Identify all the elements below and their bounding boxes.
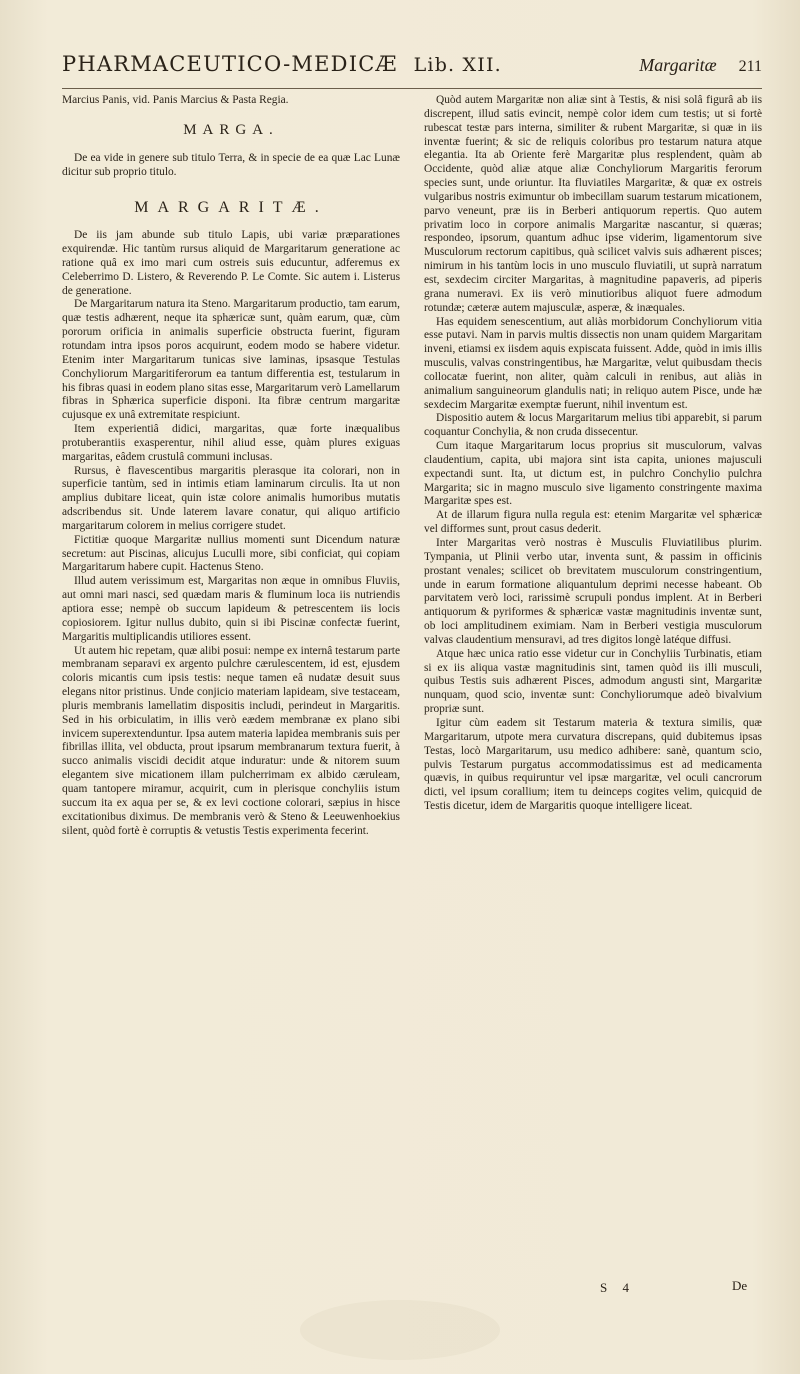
paragraph: Igitur cùm eadem sit Testarum materia & textura similis, quæ Margaritarum, utpote mera curvatura discrepans, quid dubitemus ipsas Testas, locò Margaritarum, usu medico adhibere: sanè, quantum scio, pulvis Testarum purgatus accommodatissimus est ad medicamenta quævis, in quibus requiruntur vel ipsæ margaritæ, vel oculi cancrorum dicti, vel ipsum corallium; item tu deinceps cogites velim, quicquid de Testis dicetur, idem de Margaritis quoque intelligere liceat. [424, 716, 762, 813]
topic-label: Margaritæ [639, 55, 717, 75]
paragraph: De Margaritarum natura ita Steno. Margaritarum productio, tam earum, quæ testis adhærent, neque ita sphæricæ sunt, quàm earum, quæ, cùm pororum orificia in animalis superficie obstructa fuerint, figuram rotundam intra ipsos poros acquirunt, eodem modo se habere videtur. Etenim inter Margaritarum tunicas sive laminas, ipsasque Testulas Conchyliorum Margaritiferorum ea tantum differentia est, testularum in his fibras quasi in eodem plano sitas esse, Margaritarum verò Lamellarum fibras in Sphærica superficie disponi. Ita fibræ centrum margaritæ cujusque ex unâ extremitate respiciunt. [62, 298, 400, 422]
paragraph: Fictitiæ quoque Margaritæ nullius momenti sunt Dicendum naturæ secretum: aut Piscinas, alicujus Luculli more, sibi conficiat, qui copiam Margaritarum habere cupit. Hactenus Steno. [62, 533, 400, 574]
paper-stain [300, 1300, 500, 1360]
entry-marga: De ea vide in genere sub titulo Terra, & in specie de ea quæ Lac Lunæ dicitur sub proprio titulo. [62, 151, 400, 178]
liber-label: Lib. XII. [413, 54, 502, 76]
page-number: 211 [738, 58, 762, 75]
paragraph: Cum itaque Margaritarum locus proprius sit musculorum, valvas claudentium, capita, ubi majora sint ista capita, uniones majusculi expectandi sunt. Ita, ut dictum est, in pulchro Conchylio pulchra Margarita; sic in magno musculo sive ligamento constringente maxima Margaritæ spes est. [424, 440, 762, 508]
paragraph: Has equidem senescentium, aut aliàs morbidorum Conchyliorum vitia esse putavi. Nam in parvis multis dissectis non unam quidem Margaritam inveni, etiamsi ex iisdem aquis expiscata fuissent. Adde, quòd in imis illis musculis, valvas constringentibus, hæ Margaritæ, velut quibusdam thecis collocatæ fuerint, non aliter, quàm calculi in renibus, aut aliàs in animalium sanguineorum glandulis nati; in reliquo autem Pisce, unde hæ sexdecim Margaritæ exemptæ fuerunt, nihil inventum est. [424, 315, 762, 411]
signature-mark: S 4 [600, 1280, 635, 1295]
heading-margaritae: MARGARITÆ. [134, 199, 328, 217]
heading-marga: MARGA. [183, 121, 279, 138]
paragraph: Dispositio autem & locus Margaritarum melius tibi apparebit, si parum coquantur Conchylia, & non cruda dissecentur. [424, 412, 762, 439]
header-right [639, 55, 762, 76]
running-title-text: PHARMACEUTICO-MEDICÆ [62, 52, 398, 76]
paragraph: Atque hæc unica ratio esse videtur cur in Conchyliis Turbinatis, etiam si ex iis aliqua vastæ magnitudinis sint, tamen quòd iis illi musculi, quibus Testis suis adhærent Pisces, admodum angusti sint, Margaritæ nunquam, quod scio, inventæ sunt: Conchyliorumque adeò bivalvium propriæ sunt. [424, 647, 762, 716]
paragraph: Ut autem hic repetam, quæ alibi posui: nempe ex internâ testarum parte membranam separavi ex argento pulchre cærulescentem, id est, ejusdem coloris micantis cum ipsis testis: neque tamen eâ nudatæ desuit suus elegans nitor pristinus. Unde conjicio materiam lapideam, sive testaceam, pluris membranis lamellatim dispositis includi, perindeut in Margaritis. Sed in his orbiculatim, in illis verò eædem membranæ ex plano sibi invicem superextenduntur. Ipsa autem materia lapidea membranis suis per fibrillas illita, vel obducta, prout ipsarum membranarum textura fuerit, à succo animalis viscidi decidit atque induratur: unde & nitorem suum elegantem sive micationem illam pulcherrimam ex albido cæruleam, quam tantopere miramur, acquirit, cum in plerisque conchyliis istum succum ita ex aqua per se, & ex levi coctione colorari, sæpius in hisce excitationibus diximus. De membranis verò & Steno & Leeuwenhoekius silent, quòd fortè è corruptis & vetustis Testis experimenta fecerint. [62, 644, 400, 837]
paragraph: Rursus, è flavescentibus margaritis plerasque ita colorari, non in superficie tantùm, sed in intimis etiam laminarum circulis. Ita ut non amplius dubitare liceat, quin istæ colore animalis humoribus mutatis adscribendus sit. Unde laterem lavare conatur, qui aliquo artificio margaritarum colorem in melius corrigere studet. [62, 464, 400, 532]
right-column [424, 94, 762, 814]
entry-marcius-panis: Marcius Panis, vid. Panis Marcius & Pasta Regia. [62, 94, 289, 106]
paragraph: Quòd autem Margaritæ non aliæ sint à Testis, & nisi solâ figurâ ab iis discrepent, illud satis evincit, nempè color idem cum testis; ut si fortè rubescat testæ pars interna, similiter & rubent Margaritæ, si quæ in iis inventæ fuerint; & sic de reliquis coloribus pro testarum natura atque elegantia. Ita ab Oriente ferè Margaritæ plus resplendent, quàm ab Occidente, quòd aliæ atque aliæ Conchyliorum Margaritis ferorum species sunt, unde oriuntur. Ita fluviatiles Margaritæ, & quæ ex ostreis vulgaribus nostris eximuntur ob imbecillam suarum testarum micationem, parvo veneunt, præ iis in Berberi antiquorum repertis. Quo autem privatim loco in corpore animalis Margaritæ nascantur, si quæras; respondeo, ipsorum, quantum adhuc ipse viderim, ligamentorum sive Musculorum rectorum capitibus, quà scilicet valvis suis adhærent pisces; nimirum in his tantùm locis in uno musculo fluviatili, ut suprà narratum est, sexdecim circiter Margaritas, à magnitudine papaveris, ad piperis grana numeravi. Ex iis verò minutioribus aliquot fuere admodum rotundæ; cæteræ autem majusculæ, asperæ, & inæquales. [424, 94, 762, 314]
paragraph: Item experientiâ didici, margaritas, quæ forte inæqualibus protuberantiis exasperentur, nihil aliud esse, quàm plures exiguas margaritas, eâdem crustulâ communi inclusas. [62, 423, 400, 463]
header-rule [62, 88, 762, 89]
paragraph: Inter Margaritas verò nostras è Musculis Fluviatilibus plurim. Tympania, ut Plinii verbo utar, inventa sunt, & passim in officinis prostant venales; scilicet ob brevitatem musculorum constringentium, unde in earum formatione aliquantulum deprimi necesse habeant. Ob parvitatem verò loci, rarissimè scrupuli pondus implent. At in Berberi antiquorum & pyriformes & sphæricæ vastæ magnitudinis inventæ sunt, ob loci amplitudinem eximiam. Nam in Berberi vestigia musculorum valvas claudentium mensuravi, ad tres digitos longè latéque diffusi. [424, 537, 762, 646]
paragraph: Illud autem verissimum est, Margaritas non æque in omnibus Fluviis, aut omni mari nasci, sed quædam maris & fluminum loca iis nutriendis aptiora esse; nempè ob succum lapideum & petrescentem iis locis copiosiorem. Igitur nullus dubito, quin si ibi Piscinæ confectæ fuerint, Margaritis multiplicandis utiliores essent. [62, 575, 400, 643]
paragraph: De iis jam abunde sub titulo Lapis, ubi variæ præparationes exquirendæ. Hic tantùm rursus aliquid de Margaritarum generatione ac ratione quâ ex imo mari cum ostreis suis educuntur, adferemus ex Celeberrimo D. Listero, & Reverendo P. Le Comte. Sic autem i. Listerus de generatione. [62, 229, 400, 297]
running-title [62, 52, 502, 76]
running-header [62, 52, 762, 88]
left-column [62, 94, 400, 838]
catchword: De [732, 1278, 748, 1293]
paragraph: At de illarum figura nulla regula est: etenim Margaritæ vel sphæricæ vel difformes sunt, prout casus dederit. [424, 509, 762, 536]
